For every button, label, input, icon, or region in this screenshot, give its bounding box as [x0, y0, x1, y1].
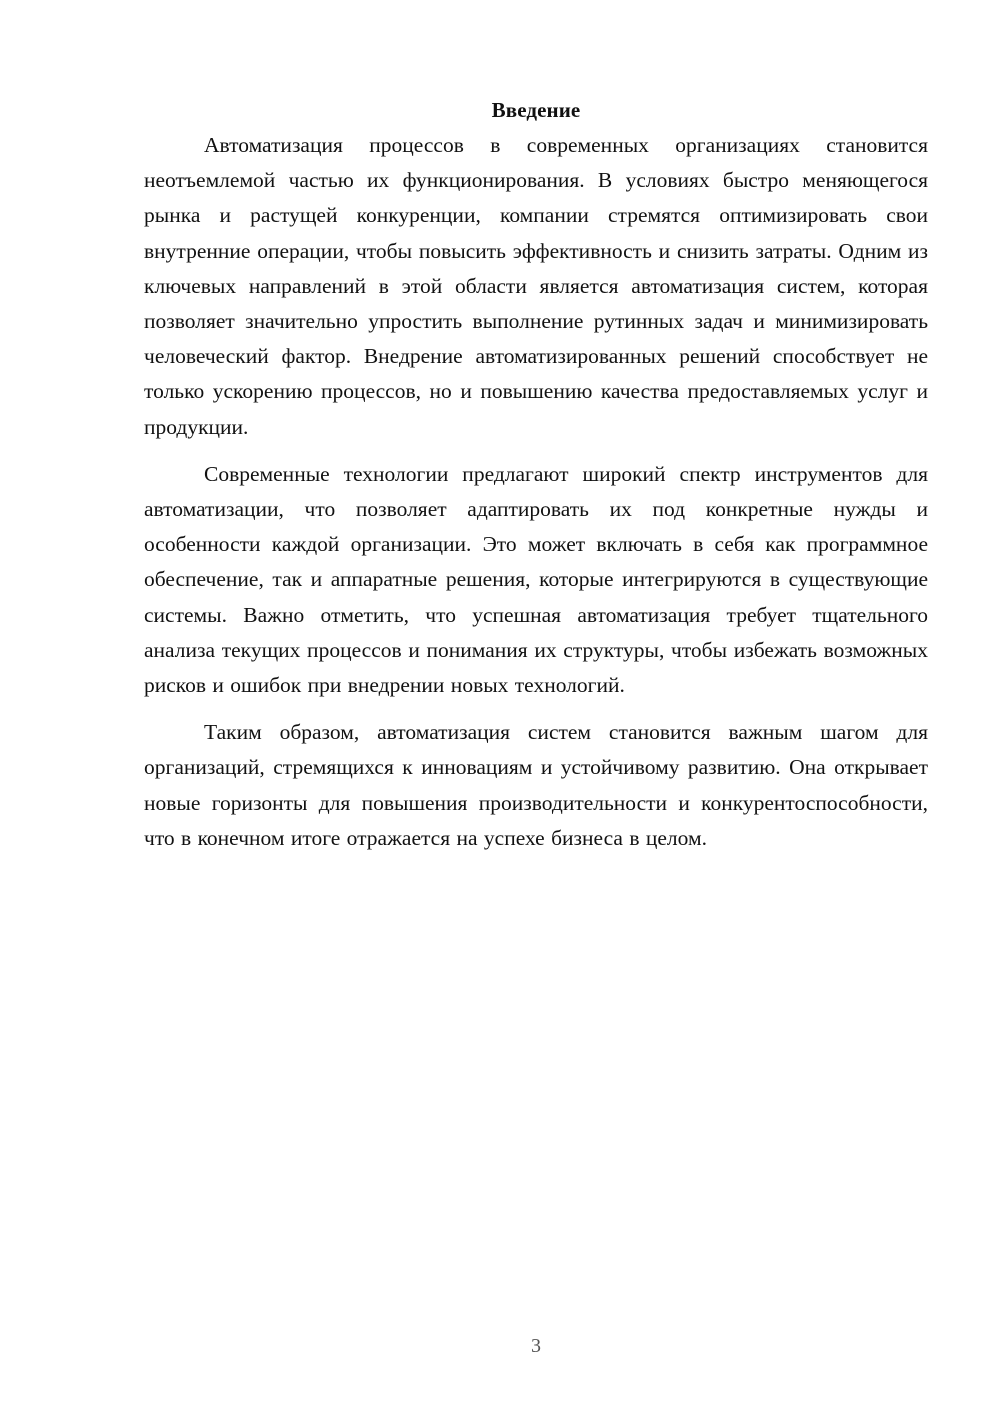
- page-content: [144, 94, 928, 856]
- section-heading: Введение: [491, 98, 581, 122]
- paragraph-1: Автоматизация процессов в современных организациях становится неотъемлемой частью их функционирования. В условиях быстро меняющегося рынка и растущей конкуренции, компании стремятся оптимизировать свои внутренние операции, чтобы повысить эффективность и снизить затраты. Одним из ключевых направлений в этой области является автоматизация систем, которая позволяет значительно упростить выполнение рутинных задач и минимизировать человеческий фактор. Внедрение автоматизированных решений способствует не только ускорению процессов, но и повышению качества предоставляемых услуг и продукции.: [144, 133, 928, 439]
- paragraph-3: Таким образом, автоматизация систем становится важным шагом для организаций, стремящихся к инновациям и устойчивому развитию. Она открывает новые горизонты для повышения производительности и конкурентоспособности, что в конечном итоге отражается на успехе бизнеса в целом.: [144, 720, 928, 850]
- paragraph-2: Современные технологии предлагают широкий спектр инструментов для автоматизации, что позволяет адаптировать их под конкретные нужды и особенности каждой организации. Это может включать в себя как программное обеспечение, так и аппаратные решения, которые интегрируются в существующие системы. Важно отметить, что успешная автоматизация требует тщательного анализа текущих процессов и понимания их структуры, чтобы избежать возможных рисков и ошибок при внедрении новых технологий.: [144, 461, 928, 698]
- page-number: 3: [531, 1335, 541, 1357]
